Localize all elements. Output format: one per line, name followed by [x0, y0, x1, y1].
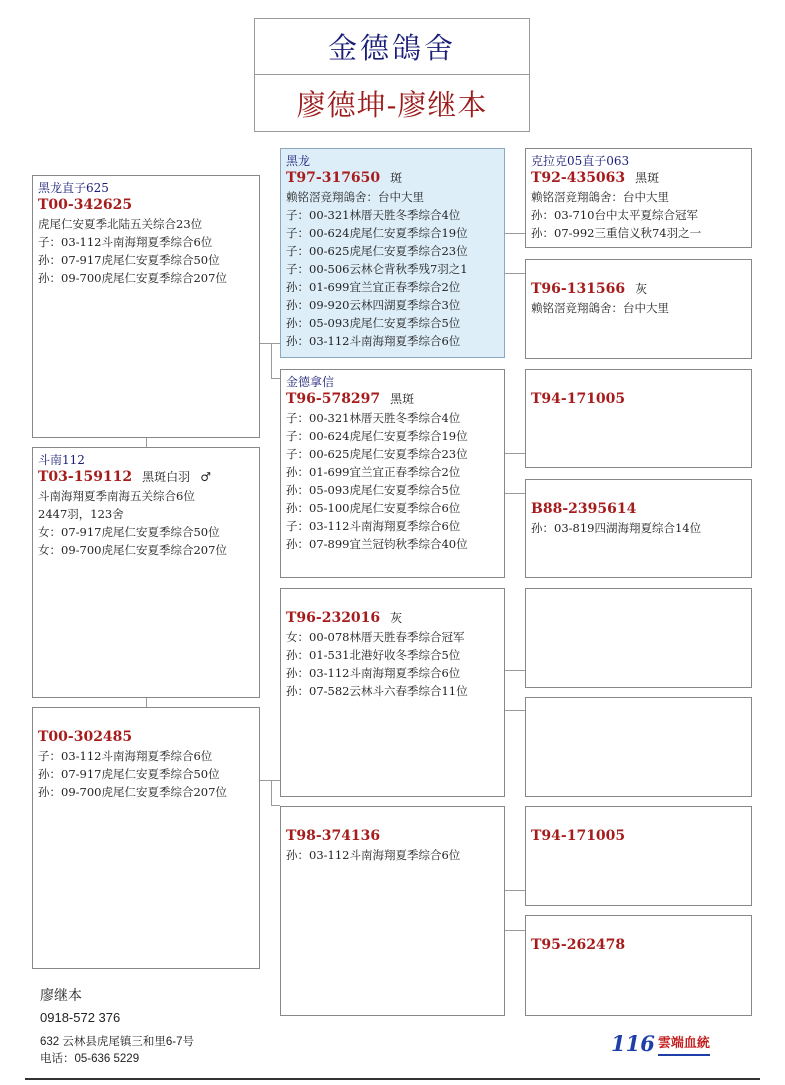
owner-phone: 0918-572 376	[40, 1010, 121, 1025]
pigeon-color: 黑斑白羽	[142, 470, 191, 484]
dam-sire-sire-card[interactable]	[525, 588, 752, 688]
record-line: 孙：07-582云林斗六春季综合11位	[286, 684, 468, 698]
pigeon-name	[531, 264, 746, 280]
record-line: 赖铭滘竞翔鴿舍：台中大里	[286, 190, 424, 204]
pigeon-name	[38, 712, 254, 728]
pigeon-name	[286, 811, 499, 827]
connector-line	[271, 378, 280, 379]
ring-number: T03-159112 黑斑白羽 ♂	[38, 469, 211, 485]
record-line: 孙：05-093虎尾仁安夏季综合5位	[286, 483, 461, 497]
connector-line	[505, 273, 525, 274]
dam-dam-sire-card[interactable]	[525, 806, 752, 906]
connector-line	[505, 930, 525, 931]
sire-dam-card[interactable]	[280, 369, 505, 578]
pigeon-name	[531, 811, 746, 827]
pigeon-color: 黑斑	[635, 171, 660, 185]
record-line: 女：07-917虎尾仁安夏季综合50位	[38, 525, 220, 539]
connector-line	[146, 437, 147, 447]
sex-symbol: ♂	[200, 470, 211, 484]
pigeon-name: 黑龙直子625	[38, 181, 109, 195]
ring-number: T98-374136	[286, 828, 381, 844]
logo-text: 雲端血統	[658, 1034, 710, 1056]
ring-number: T97-317650 斑	[286, 170, 403, 186]
record-line: 子：00-625虎尾仁安夏季综合23位	[286, 447, 468, 461]
record-line: 子：00-321林厝天胜冬季综合4位	[286, 208, 461, 222]
connector-line	[505, 890, 525, 891]
record-line: 孙：03-819四湖海翔夏综合14位	[531, 521, 702, 535]
connector-line	[505, 670, 525, 671]
dam-card[interactable]	[32, 447, 260, 698]
dam-sire-card[interactable]	[280, 588, 505, 797]
record-line: 赖铭滘竞翔鴿舍：台中大里	[531, 301, 669, 315]
pigeon-color: 灰	[635, 282, 648, 296]
ring-number: T96-232016 灰	[286, 610, 403, 626]
record-line: 2447羽，123舍	[38, 507, 124, 521]
record-line: 孙：09-700虎尾仁安夏季综合207位	[38, 271, 227, 285]
title-box	[254, 18, 530, 132]
record-line: 孙：01-699宜兰宜正春季综合2位	[286, 280, 461, 294]
connector-line	[271, 805, 280, 806]
sire-sire-sire-card[interactable]	[525, 148, 752, 248]
record-line: 孙：07-917虎尾仁安夏季综合50位	[38, 767, 220, 781]
connector-line	[505, 710, 525, 711]
sire-dam-dam-card[interactable]	[525, 479, 752, 578]
ring-number: T00-342625	[38, 197, 133, 213]
record-line: 孙：03-112斗南海翔夏季综合6位	[286, 666, 461, 680]
owner-name: 廖继本	[40, 987, 82, 1003]
logo-number: 116	[611, 1031, 655, 1056]
record-line: 孙：01-531北港好收冬季综合5位	[286, 648, 461, 662]
record-line: 子：03-112斗南海翔夏季综合6位	[286, 519, 461, 533]
connector-line	[271, 343, 272, 378]
ring-number: T96-578297 黑斑	[286, 391, 415, 407]
pigeon-name: 金德拿信	[286, 375, 335, 389]
record-line: 孙：09-700虎尾仁安夏季综合207位	[38, 785, 227, 799]
dam-dam-card[interactable]	[280, 806, 505, 1016]
pigeon-name	[286, 593, 499, 609]
ring-number: T95-262478	[531, 937, 626, 953]
sire-card[interactable]	[32, 175, 260, 438]
connector-line	[505, 233, 525, 234]
dam-dam-dam-card[interactable]	[525, 915, 752, 1016]
pigeon-color: 灰	[390, 611, 403, 625]
record-line: 孙：03-112斗南海翔夏季综合6位	[286, 848, 461, 862]
sire-sire-dam-card[interactable]	[525, 259, 752, 359]
third-card[interactable]	[32, 707, 260, 969]
record-line: 孙：03-710台中太平夏综合冠军	[531, 208, 698, 222]
record-line: 女：00-078林厝天胜春季综合冠军	[286, 630, 465, 644]
record-line: 子：03-112斗南海翔夏季综合6位	[38, 235, 213, 249]
record-line: 子：00-321林厝天胜冬季综合4位	[286, 411, 461, 425]
connector-line	[260, 343, 280, 344]
connector-line	[505, 493, 525, 494]
pigeon-color: 黑斑	[390, 392, 415, 406]
record-line: 子：00-625虎尾仁安夏季综合23位	[286, 244, 468, 258]
connector-line	[146, 697, 147, 707]
record-line: 虎尾仁安夏季北陆五关综合23位	[38, 217, 203, 231]
pigeon-name	[531, 920, 746, 936]
dam-sire-dam-card[interactable]	[525, 697, 752, 797]
ring-number: T96-131566 灰	[531, 281, 648, 297]
pigeon-name: 克拉克05直子063	[531, 154, 630, 168]
record-line: 孙：07-899宜兰冠钧秋季综合40位	[286, 537, 468, 551]
owner-tel: 电话：05-636 5229	[40, 1053, 140, 1065]
sire-dam-sire-card[interactable]	[525, 369, 752, 468]
connector-line	[271, 780, 272, 805]
pigeon-color: 斑	[390, 171, 403, 185]
pigeon-name	[531, 484, 746, 500]
record-line: 孙：05-093虎尾仁安夏季综合5位	[286, 316, 461, 330]
owner-address: 632 云林县虎尾镇三和里6-7号	[40, 1036, 195, 1048]
brand-logo[interactable]	[611, 1030, 710, 1056]
record-line: 孙：09-920云林四湖夏季综合3位	[286, 298, 461, 312]
pigeon-name	[531, 374, 746, 390]
record-line: 孙：03-112斗南海翔夏季综合6位	[286, 334, 461, 348]
record-line: 孙：07-992三重信义秋74羽之一	[531, 226, 702, 240]
ring-number: B88-2395614	[531, 501, 637, 517]
pigeon-name: 斗南112	[38, 453, 85, 467]
sire-sire-card[interactable]	[280, 148, 505, 358]
record-line: 斗南海翔夏季南海五关综合6位	[38, 489, 195, 503]
record-line: 子：00-624虎尾仁安夏季综合19位	[286, 429, 468, 443]
record-line: 孙：01-699宜兰宜正春季综合2位	[286, 465, 461, 479]
record-line: 赖铭滘竞翔鴿舍：台中大里	[531, 190, 669, 204]
record-line: 子：03-112斗南海翔夏季综合6位	[38, 749, 213, 763]
record-line: 子：00-624虎尾仁安夏季综合19位	[286, 226, 468, 240]
ring-number: T94-171005	[531, 828, 626, 844]
ring-number: T92-435063 黑斑	[531, 170, 660, 186]
record-line: 女：09-700虎尾仁安夏季综合207位	[38, 543, 227, 557]
record-line: 子：00-506云林仑背秋季残7羽之1	[286, 262, 468, 276]
ring-number: T94-171005	[531, 391, 626, 407]
record-line: 孙：05-100虎尾仁安夏季综合6位	[286, 501, 461, 515]
ring-number: T00-302485	[38, 729, 133, 745]
pigeon-name: 黑龙	[286, 154, 311, 168]
connector-line	[505, 453, 525, 454]
owner-names: 廖德坤-廖继本	[296, 88, 488, 122]
bottom-divider	[25, 1078, 760, 1080]
record-line: 孙：07-917虎尾仁安夏季综合50位	[38, 253, 220, 267]
loft-name: 金德鴿舍	[255, 19, 529, 75]
connector-line	[260, 780, 280, 781]
